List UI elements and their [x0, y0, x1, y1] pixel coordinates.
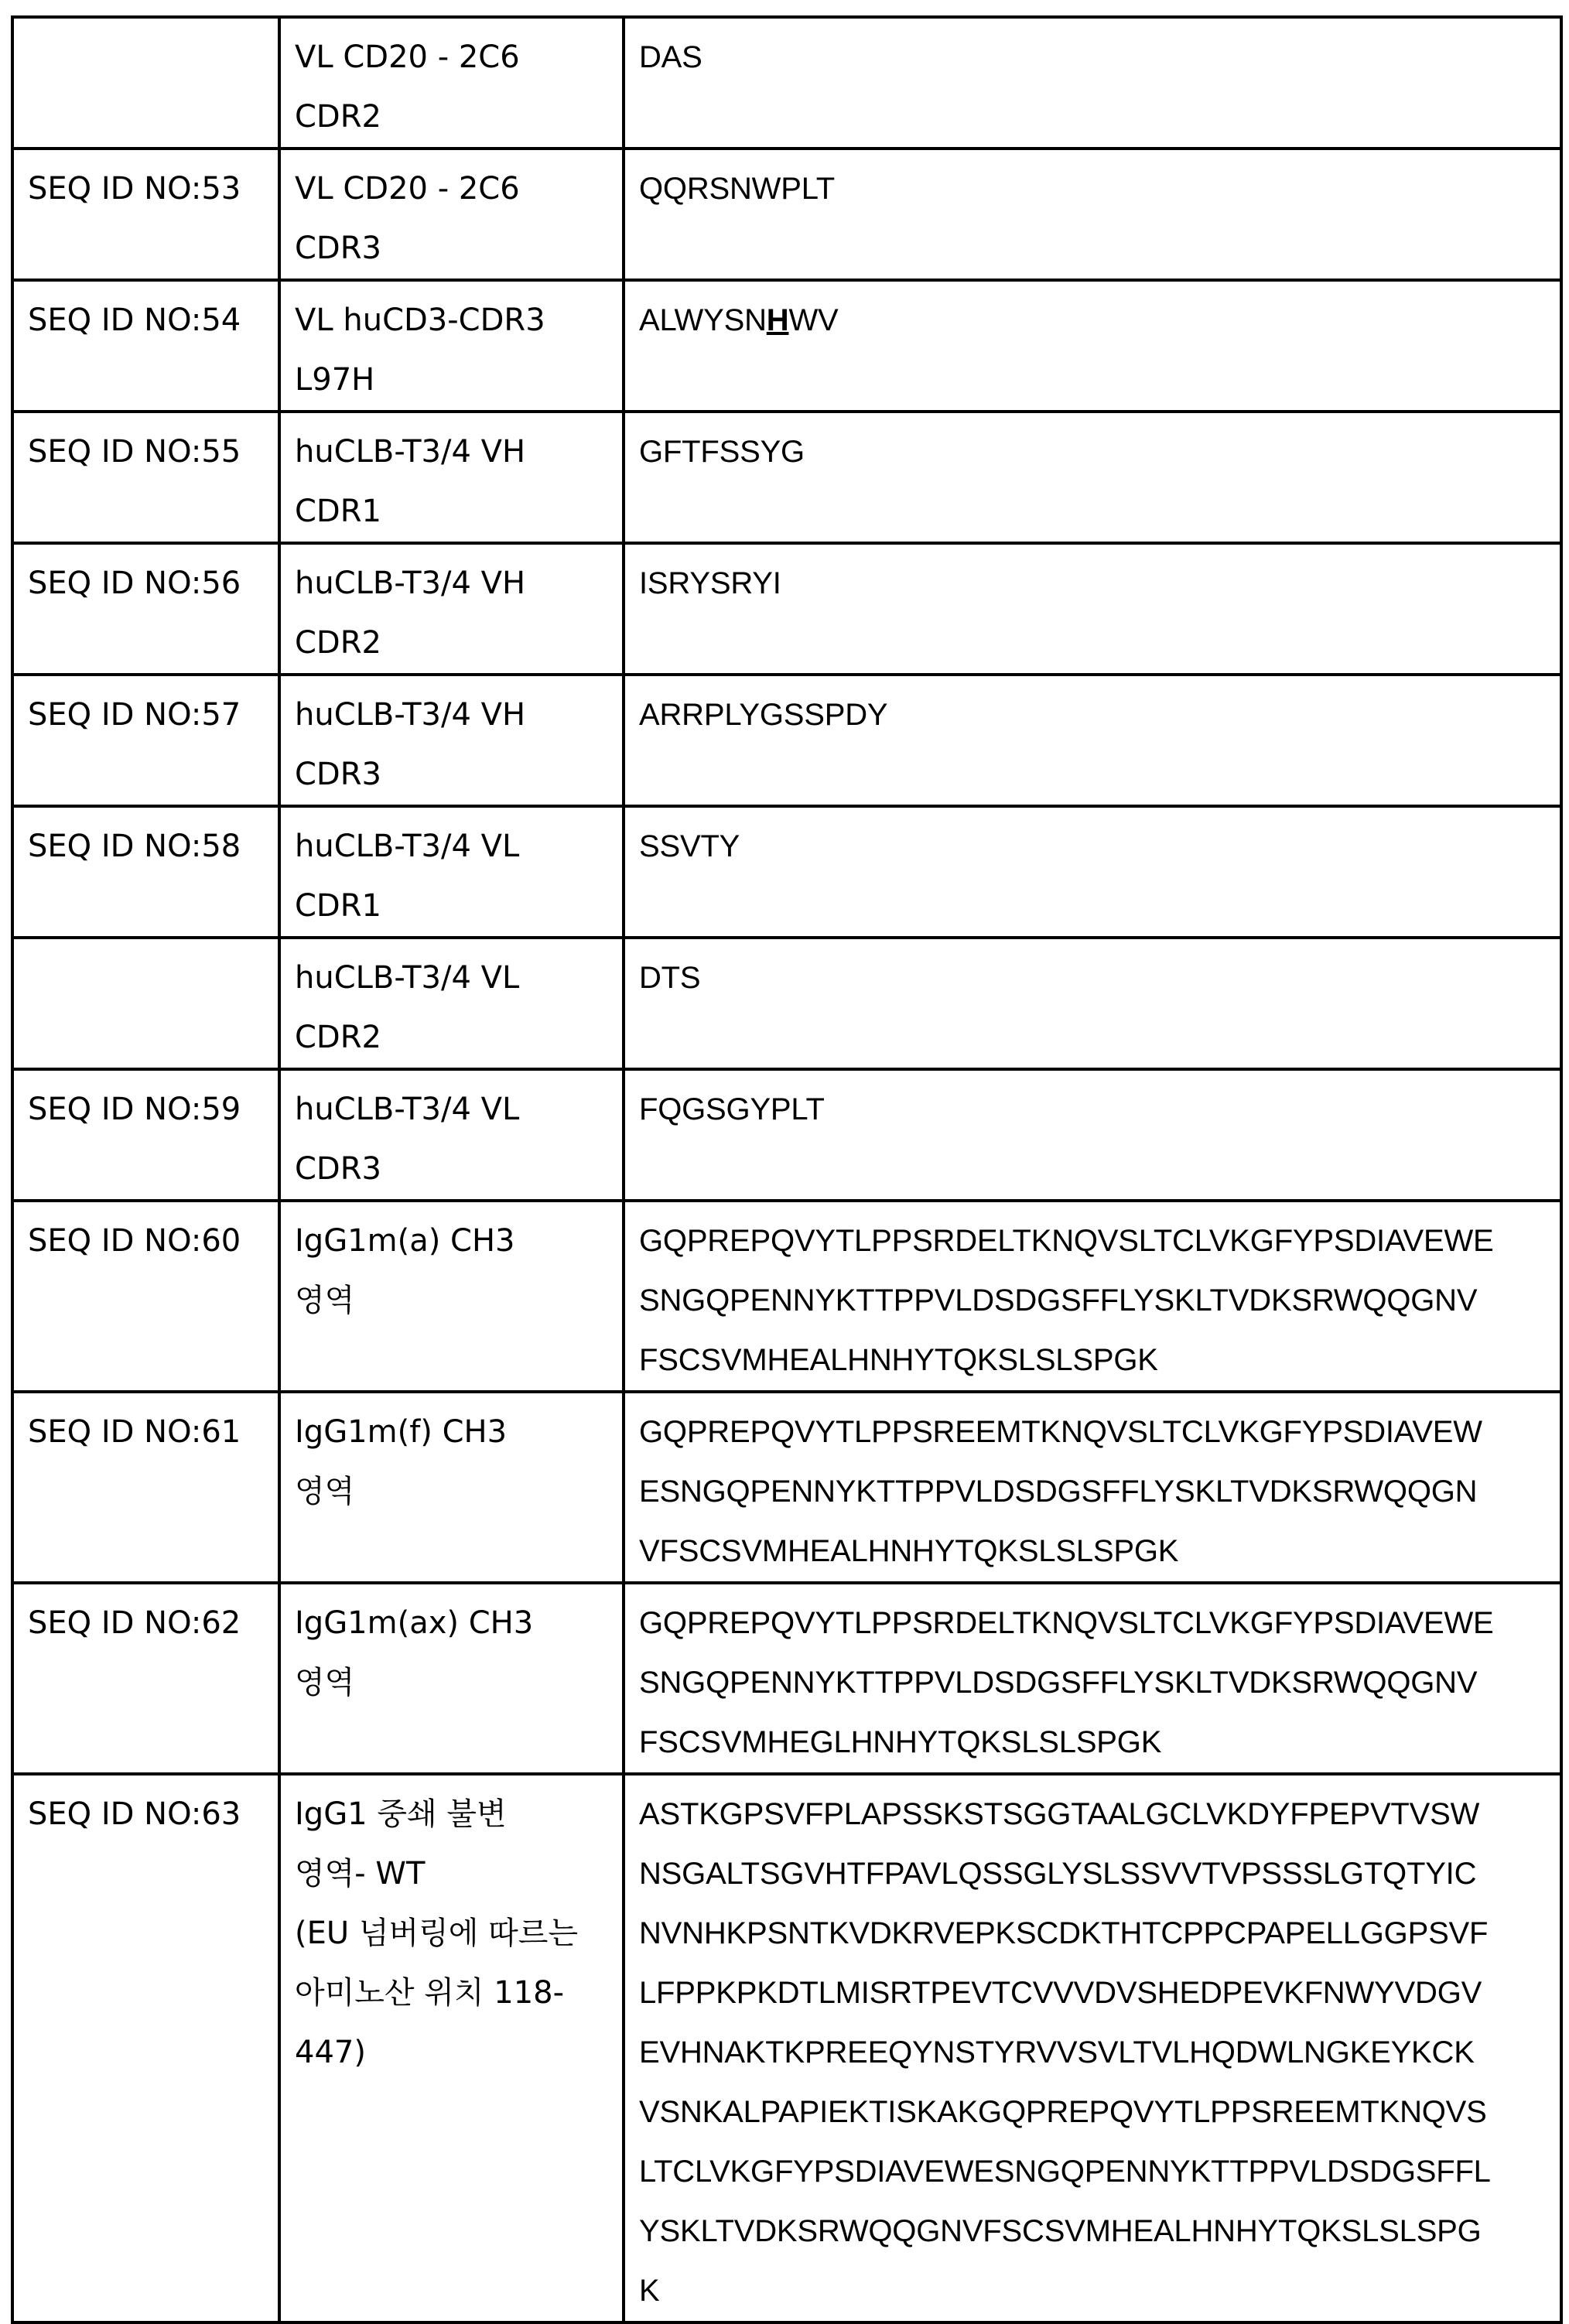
sequence-line: NSGALTSGVHTFPAVLQSSGLYSLSSVVTVPSSSLGTQTYIC [639, 1857, 1477, 1891]
sequence-cell [624, 149, 1561, 280]
table-row [12, 17, 1561, 149]
description-line: VL CD20 - 2C6 [295, 39, 520, 75]
description-cell [279, 1392, 624, 1583]
sequence-line: ISRYSRYI [639, 566, 781, 600]
sequence-line: VFSCSVMHEALHNHYTQKSLSLSPGK [639, 1534, 1179, 1568]
table-row [12, 149, 1561, 280]
seq-id-cell: SEQ ID NO:55 [12, 412, 279, 543]
sequence-cell [624, 1069, 1561, 1201]
description-line: IgG1 중쇄 불변 [295, 1796, 507, 1832]
table-row [12, 675, 1561, 806]
description-line: CDR2 [295, 99, 381, 135]
description-cell [279, 412, 624, 543]
description-line: VL huCD3-CDR3 [295, 302, 545, 338]
description-line: 영역- WT [295, 1856, 426, 1892]
table-row [12, 1392, 1561, 1583]
sequence-cell [624, 1201, 1561, 1392]
seq-id-cell: SEQ ID NO:56 [12, 543, 279, 675]
description-line: CDR3 [295, 757, 381, 792]
sequence-line: LTCLVKGFYPSDIAVEWESNGQPENNYKTTPPVLDSDGSFFL [639, 2155, 1491, 2189]
description-cell [279, 1583, 624, 1774]
sequence-cell [624, 1583, 1561, 1774]
sequence-line: SNGQPENNYKTTPPVLDSDGSFFLYSKLTVDKSRWQQGNV [639, 1666, 1478, 1700]
seq-id-cell: SEQ ID NO:54 [12, 280, 279, 412]
mutation-highlight: H [766, 303, 789, 337]
description-line: huCLB-T3/4 VH [295, 434, 526, 470]
description-line: L97H [295, 362, 375, 398]
sequence-cell [624, 938, 1561, 1069]
sequence-cell [624, 1774, 1561, 2322]
sequence-suffix: WV [788, 303, 839, 337]
description-cell [279, 17, 624, 149]
sequence-line [639, 291, 1546, 350]
sequence-line: YSKLTVDKSRWQQGNVFSCSVMHEALHNHYTQKSLSLSPG [639, 2214, 1482, 2248]
sequence-line: EVHNAKTKPREEQYNSTYRVVSVLTVLHQDWLNGKEYKCK [639, 2035, 1475, 2069]
description-line: huCLB-T3/4 VL [295, 960, 520, 996]
seq-id-cell: SEQ ID NO:57 [12, 675, 279, 806]
description-line: huCLB-T3/4 VH [295, 566, 526, 601]
sequence-line: QQRSNWPLT [639, 172, 836, 206]
seq-id-cell: SEQ ID NO:58 [12, 806, 279, 938]
seq-id-cell: SEQ ID NO:61 [12, 1392, 279, 1583]
sequence-line: SNGQPENNYKTTPPVLDSDGSFFLYSKLTVDKSRWQQGNV [639, 1283, 1478, 1318]
seq-id-cell: SEQ ID NO:59 [12, 1069, 279, 1201]
seq-id-cell: SEQ ID NO:60 [12, 1201, 279, 1392]
description-line: (EU 넘버링에 따르는 [295, 1916, 579, 1951]
description-cell [279, 675, 624, 806]
seq-id-cell: SEQ ID NO:62 [12, 1583, 279, 1774]
table-row [12, 806, 1561, 938]
description-line: IgG1m(a) CH3 [295, 1223, 515, 1259]
seq-id-cell [12, 938, 279, 1069]
sequence-line: VSNKALPAPIEKTISKAKGQPREPQVYTLPPSREEMTKNQVS [639, 2095, 1487, 2129]
description-cell [279, 1069, 624, 1201]
description-cell [279, 1774, 624, 2322]
description-line: 영역 [295, 1474, 355, 1509]
sequence-line: LFPPKPKDTLMISRTPEVTCVVVDVSHEDPEVKFNWYVDGV [639, 1976, 1482, 2010]
seq-id-cell: SEQ ID NO:63 [12, 1774, 279, 2322]
table-row [12, 1201, 1561, 1392]
sequence-cell [624, 17, 1561, 149]
table-row [12, 938, 1561, 1069]
sequence-line: K [639, 2274, 660, 2308]
sequence-line: DTS [639, 961, 701, 995]
description-line: huCLB-T3/4 VL [295, 829, 520, 864]
description-line: huCLB-T3/4 VH [295, 697, 526, 733]
sequence-table [11, 15, 1563, 2324]
seq-id-cell: SEQ ID NO:53 [12, 149, 279, 280]
description-line: 아미노산 위치 118- [295, 1975, 565, 2011]
sequence-line: SSVTY [639, 829, 740, 863]
description-cell [279, 149, 624, 280]
table-row [12, 412, 1561, 543]
sequence-cell [624, 1392, 1561, 1583]
sequence-line: FSCSVMHEALHNHYTQKSLSLSPGK [639, 1343, 1158, 1377]
sequence-line: NVNHKPSNTKVDKRVEPKSCDKTHTCPPCPAPELLGGPSVF [639, 1916, 1489, 1950]
description-line: CDR3 [295, 1151, 381, 1187]
description-line: 영역 [295, 1665, 355, 1700]
sequence-cell [624, 412, 1561, 543]
sequence-line: FSCSVMHEGLHNHYTQKSLSLSPGK [639, 1725, 1162, 1759]
description-cell [279, 806, 624, 938]
sequence-cell [624, 675, 1561, 806]
description-cell [279, 543, 624, 675]
description-cell [279, 938, 624, 1069]
description-line: CDR2 [295, 625, 381, 661]
sequence-line: GQPREPQVYTLPPSRDELTKNQVSLTCLVKGFYPSDIAVEWE [639, 1606, 1494, 1640]
description-line: 영역 [295, 1283, 355, 1318]
seq-id-cell [12, 17, 279, 149]
sequence-line: ARRPLYGSSPDY [639, 698, 888, 732]
sequence-line: GQPREPQVYTLPPSRDELTKNQVSLTCLVKGFYPSDIAVEWE [639, 1224, 1494, 1258]
sequence-line: ESNGQPENNYKTTPPVLDSDGSFFLYSKLTVDKSRWQQGN [639, 1475, 1478, 1509]
sequence-line: FQGSGYPLT [639, 1092, 825, 1126]
description-line: IgG1m(ax) CH3 [295, 1605, 534, 1641]
sequence-prefix: ALWYSN [639, 303, 767, 337]
description-line: CDR1 [295, 888, 381, 924]
description-line: CDR2 [295, 1020, 381, 1055]
description-cell [279, 280, 624, 412]
sequence-line: GQPREPQVYTLPPSREEMTKNQVSLTCLVKGFYPSDIAVEW [639, 1415, 1482, 1449]
description-line: CDR1 [295, 494, 381, 529]
description-line: CDR3 [295, 231, 381, 266]
sequence-line: DAS [639, 40, 702, 74]
description-line: IgG1m(f) CH3 [295, 1414, 508, 1450]
sequence-cell [624, 280, 1561, 412]
table-row [12, 1583, 1561, 1774]
table-row [12, 1774, 1561, 2322]
description-cell [279, 1201, 624, 1392]
description-line: huCLB-T3/4 VL [295, 1092, 520, 1127]
sequence-line: ASTKGPSVFPLAPSSKSTSGGTAALGCLVKDYFPEPVTVSW [639, 1797, 1480, 1831]
table-row [12, 280, 1561, 412]
sequence-cell [624, 543, 1561, 675]
sequence-line: GFTFSSYG [639, 435, 805, 469]
description-line: 447) [295, 2035, 366, 2070]
table-row [12, 543, 1561, 675]
description-line: VL CD20 - 2C6 [295, 171, 520, 207]
table-row [12, 1069, 1561, 1201]
sequence-cell [624, 806, 1561, 938]
